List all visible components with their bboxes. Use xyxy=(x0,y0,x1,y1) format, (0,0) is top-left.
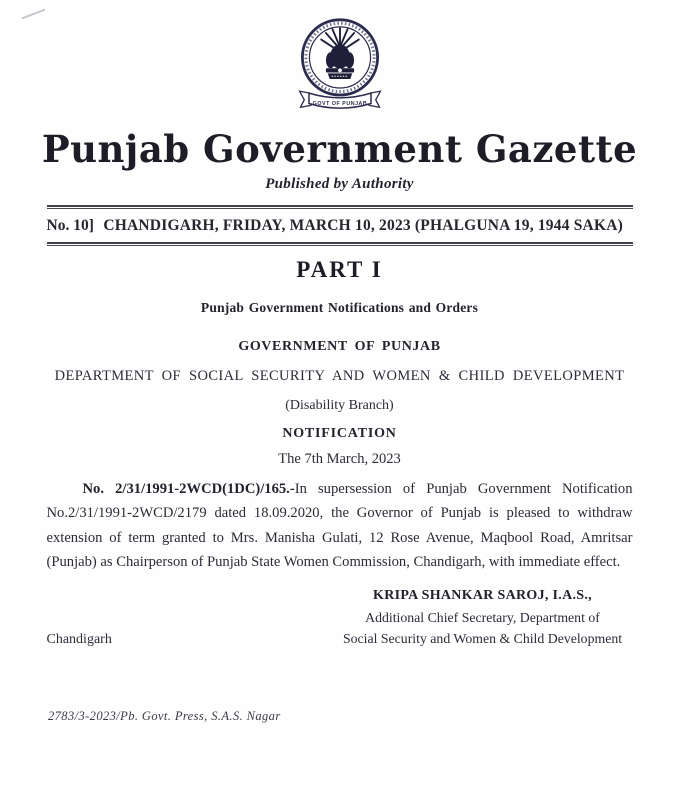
emblem-banner-text: GOVT OF PUNJAB xyxy=(312,100,367,107)
gazette-title: Punjab Government Gazette xyxy=(41,127,638,171)
notification-body-text: In supersession of Punjab Government Notification No.2/31/1991-2WCD/2179 dated 18.09.2020, the Governor of Punjab is pleased to withdraw extension of term granted to Mrs. Manisha Gulati, 12 Rose Avenue, Maqbool Road, Amritsar (Punjab) as Chairperson of Punjab State Women Commission, Chandigarh, with immediate effect. xyxy=(46,480,633,571)
notification-heading: NOTIFICATION xyxy=(282,425,397,441)
signatory-designation-line2: Social Security and Women & Child Development xyxy=(342,631,623,647)
department-line: DEPARTMENT OF SOCIAL SECURITY AND WOMEN & CHILD DEVELOPMENT xyxy=(54,367,625,384)
published-by-authority: Published by Authority xyxy=(265,175,414,192)
dharma-chakra-icon xyxy=(338,69,342,73)
signature-area xyxy=(47,588,633,650)
dateline-row xyxy=(47,209,633,242)
bottom-double-rule xyxy=(47,242,633,246)
place-line: Chandigarh xyxy=(46,631,112,647)
part-subtitle: Punjab Government Notifications and Orders xyxy=(200,299,479,315)
notification-paragraph xyxy=(47,477,633,575)
signatory-designation-line1: Additional Chief Secretary, Department of xyxy=(365,609,600,625)
branch-line: (Disability Branch) xyxy=(285,397,394,413)
signatory-name: KRIPA SHANKAR SAROJ, I.A.S., xyxy=(373,587,592,603)
dateline-text: CHANDIGARH, FRIDAY, MARCH 10, 2023 (PHALGUNA 19, 1944 SAKA) xyxy=(103,216,623,234)
signature-block xyxy=(333,588,633,650)
press-reference: 2783/3-2023/Pb. Govt. Press, S.A.S. Nagar xyxy=(48,709,281,723)
notification-date: The 7th March, 2023 xyxy=(278,450,401,467)
punjab-govt-seal-icon xyxy=(293,13,387,115)
notification-number: No. 2/31/1991-2WCD(1DC)/165.- xyxy=(82,480,295,497)
state-emblem xyxy=(0,0,679,115)
issue-number: No. 10] xyxy=(46,216,94,234)
part-heading: PART I xyxy=(296,256,383,282)
government-line: GOVERNMENT OF PUNJAB xyxy=(238,338,441,354)
